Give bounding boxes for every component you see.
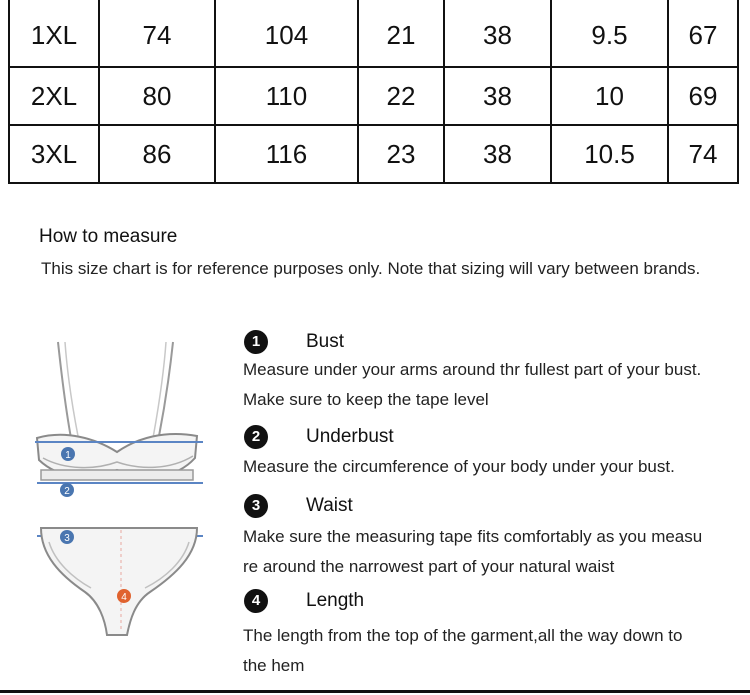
table-cell: 10 bbox=[551, 67, 668, 125]
step-bust bbox=[244, 330, 345, 354]
step-number-badge: 1 bbox=[244, 330, 268, 354]
step-number-badge: 2 bbox=[244, 425, 268, 449]
step-number-badge: 4 bbox=[244, 589, 268, 613]
measurement-diagram bbox=[25, 330, 215, 660]
svg-text:3: 3 bbox=[64, 533, 70, 544]
table-row bbox=[9, 0, 738, 67]
table-cell: 69 bbox=[668, 67, 738, 125]
step-title: Underbust bbox=[306, 426, 394, 447]
table-cell: 21 bbox=[358, 0, 444, 67]
table-cell: 80 bbox=[99, 67, 215, 125]
table-cell: 22 bbox=[358, 67, 444, 125]
table-cell: 104 bbox=[215, 0, 358, 67]
svg-text:1: 1 bbox=[65, 450, 71, 461]
table-cell: 38 bbox=[444, 67, 551, 125]
bottom-divider bbox=[0, 690, 750, 693]
table-cell: 38 bbox=[444, 0, 551, 67]
step-description: The length from the top of the garment,all the way down to the hem bbox=[243, 626, 683, 675]
table-cell: 23 bbox=[358, 125, 444, 183]
step-length bbox=[244, 589, 365, 613]
table-cell: 67 bbox=[668, 0, 738, 67]
step-title: Waist bbox=[306, 495, 353, 516]
table-cell: 9.5 bbox=[551, 0, 668, 67]
how-to-measure-heading: How to measure bbox=[39, 226, 178, 247]
table-cell: 3XL bbox=[9, 125, 99, 183]
step-underbust bbox=[244, 425, 394, 449]
table-row bbox=[9, 67, 738, 125]
step-title: Length bbox=[306, 590, 365, 611]
table-cell: 116 bbox=[215, 125, 358, 183]
step-number-badge: 3 bbox=[244, 494, 268, 518]
table-cell: 74 bbox=[668, 125, 738, 183]
step-title: Bust bbox=[306, 331, 345, 352]
table-cell: 1XL bbox=[9, 0, 99, 67]
table-row bbox=[9, 125, 738, 183]
step-description: Measure the circumference of your body under your bust. bbox=[243, 457, 675, 476]
step-description: Measure under your arms around thr fullest part of your bust. Make sure to keep the tape level bbox=[243, 360, 702, 409]
step-waist bbox=[244, 494, 353, 518]
table-cell: 110 bbox=[215, 67, 358, 125]
table-cell: 86 bbox=[99, 125, 215, 183]
step-description: Make sure the measuring tape fits comfortably as you measu re around the narrowest part of your natural waist bbox=[243, 527, 703, 576]
reference-note: This size chart is for reference purposes only. Note that sizing will vary between brands. bbox=[41, 259, 701, 278]
svg-text:2: 2 bbox=[64, 486, 70, 497]
table-cell: 2XL bbox=[9, 67, 99, 125]
size-table bbox=[8, 0, 739, 184]
svg-text:4: 4 bbox=[121, 592, 127, 603]
table-cell: 10.5 bbox=[551, 125, 668, 183]
table-cell: 38 bbox=[444, 125, 551, 183]
table-cell: 74 bbox=[99, 0, 215, 67]
